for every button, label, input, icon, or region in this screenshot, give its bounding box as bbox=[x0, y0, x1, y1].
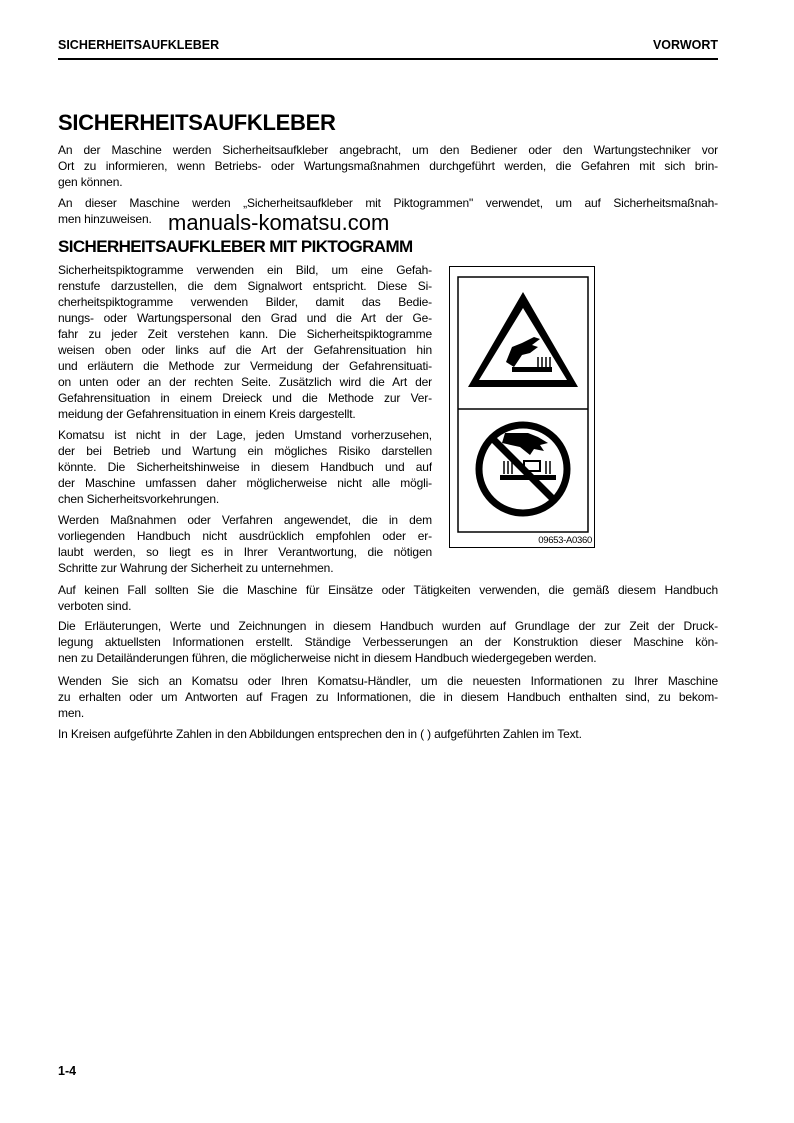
safety-pictogram-figure bbox=[449, 266, 595, 548]
do-not-touch-prohibition-icon bbox=[479, 425, 567, 513]
hot-surface-warning-triangle-icon bbox=[468, 292, 578, 387]
text-line: meidung der Gefahrensituation in einem Kreis dargestellt. bbox=[58, 407, 356, 421]
header-chapter-title: VORWORT bbox=[652, 38, 718, 52]
text-line: Schritte zur Wahrung der Sicherheit zu unternehmen. bbox=[58, 561, 334, 575]
column-paragraph bbox=[58, 262, 432, 422]
text-line: nungs- oder Wartungspersonal den Grad und die Art der Ge- bbox=[58, 311, 432, 325]
text-line: der Maschine umfassen daher möglicherweise nicht alle mögli- bbox=[58, 476, 432, 490]
header-section-title: SICHERHEITSAUFKLEBER bbox=[58, 38, 220, 52]
text-line: fahr zu jeder Zeit verstehen kann. Die Sicherheitspiktogramme bbox=[58, 327, 432, 341]
text-line: Die Erläuterungen, Werte und Zeichnungen in diesem Handbuch wurden auf Grundlage der zur Zeit der Druck- bbox=[58, 619, 718, 633]
text-line: und erläutern die Methode zur Vermeidung der Gefahrensituati- bbox=[58, 359, 432, 373]
column-paragraph bbox=[58, 427, 432, 507]
text-line: legung aktuellsten Informationen erstellt. Ständige Verbesserungen an der Konstruktion dieser Maschine kön- bbox=[58, 635, 718, 649]
text-line: der bei Betrieb und Wartung ein mögliches Risiko darstellen bbox=[58, 444, 432, 458]
text-line: chen Sicherheitsvorkehrungen. bbox=[58, 492, 220, 506]
text-line: Wenden Sie sich an Komatsu oder Ihren Komatsu-Händler, um die neuesten Informationen zu Ihrer Maschine bbox=[58, 674, 718, 688]
text-line: on unten oder an der rechten Seite. Zusätzlich wird die Art der bbox=[58, 375, 432, 389]
text-line: verboten sind. bbox=[58, 599, 132, 613]
text-line: Auf keinen Fall sollten Sie die Maschine für Einsätze oder Tätigkeiten verwenden, die gemäß diesem Handbuch bbox=[58, 583, 718, 597]
text-line: Komatsu ist nicht in der Lage, jeden Umstand vorherzusehen, bbox=[58, 428, 432, 442]
text-line: men hinzuweisen. bbox=[58, 212, 152, 226]
body-paragraph bbox=[58, 582, 718, 614]
section-heading: SICHERHEITSAUFKLEBER MIT PIKTOGRAMM bbox=[58, 237, 413, 256]
text-line: men. bbox=[58, 706, 85, 720]
page-number: 1-4 bbox=[58, 1064, 77, 1078]
text-line: nen zu Detailänderungen führen, die möglicherweise nicht in diesem Handbuch wiedergegeben werden. bbox=[58, 651, 597, 665]
body-paragraph bbox=[58, 673, 718, 721]
text-line: Gefahrensituation in einem Dreieck und die Methode zur Ver- bbox=[58, 391, 432, 405]
text-line: An dieser Maschine werden „Sicherheitsaufkleber mit Piktogrammen" verwendet, um auf Sicherheitsmaßnah- bbox=[58, 196, 718, 210]
figure-label: 09653-A0360 bbox=[538, 535, 592, 546]
text-line: gen können. bbox=[58, 175, 123, 189]
text-line: laubt werden, so liegt es in Ihrer Verantwortung, die nötigen bbox=[58, 545, 432, 559]
text-line: cherheitspiktogramme verwenden Bilder, damit das Bedie- bbox=[58, 295, 432, 309]
text-line: zu erhalten oder um Antworten auf Fragen zu Informationen, die in diesem Handbuch enthalten sind, zu bekom- bbox=[58, 690, 718, 704]
body-paragraph bbox=[58, 726, 718, 742]
running-header bbox=[58, 38, 718, 60]
text-line: könnte. Die Sicherheitshinweise in diesem Handbuch und auf bbox=[58, 460, 432, 474]
watermark: manuals-komatsu.com bbox=[168, 210, 390, 235]
text-line: vorliegenden Handbuch nicht ausdrücklich empfohlen oder er- bbox=[58, 529, 432, 543]
column-paragraph bbox=[58, 512, 432, 576]
text-line: In Kreisen aufgeführte Zahlen in den Abbildungen entsprechen den in ( ) aufgeführten Zahlen im Text. bbox=[58, 727, 582, 741]
text-line: Werden Maßnahmen oder Verfahren angewendet, die in dem bbox=[58, 513, 432, 527]
text-line: Ort zu informieren, wenn Betriebs- oder Wartungsmaßnahmen durchgeführt werden, die Gefahren mit sich brin- bbox=[58, 159, 718, 173]
body-paragraph bbox=[58, 618, 718, 666]
intro-paragraph bbox=[58, 142, 718, 190]
text-line: weisen oben oder links auf die Art der Gefahrensituation hin bbox=[58, 343, 432, 357]
page-title: SICHERHEITSAUFKLEBER bbox=[58, 110, 336, 135]
text-line: renstufe darzustellen, die dem Signalwort entspricht. Diese Si- bbox=[58, 279, 432, 293]
text-line: Sicherheitspiktogramme verwenden ein Bild, um eine Gefah- bbox=[58, 263, 432, 277]
text-line: An der Maschine werden Sicherheitsaufkleber angebracht, um den Bediener oder den Wartungstechniker vor bbox=[58, 143, 718, 157]
